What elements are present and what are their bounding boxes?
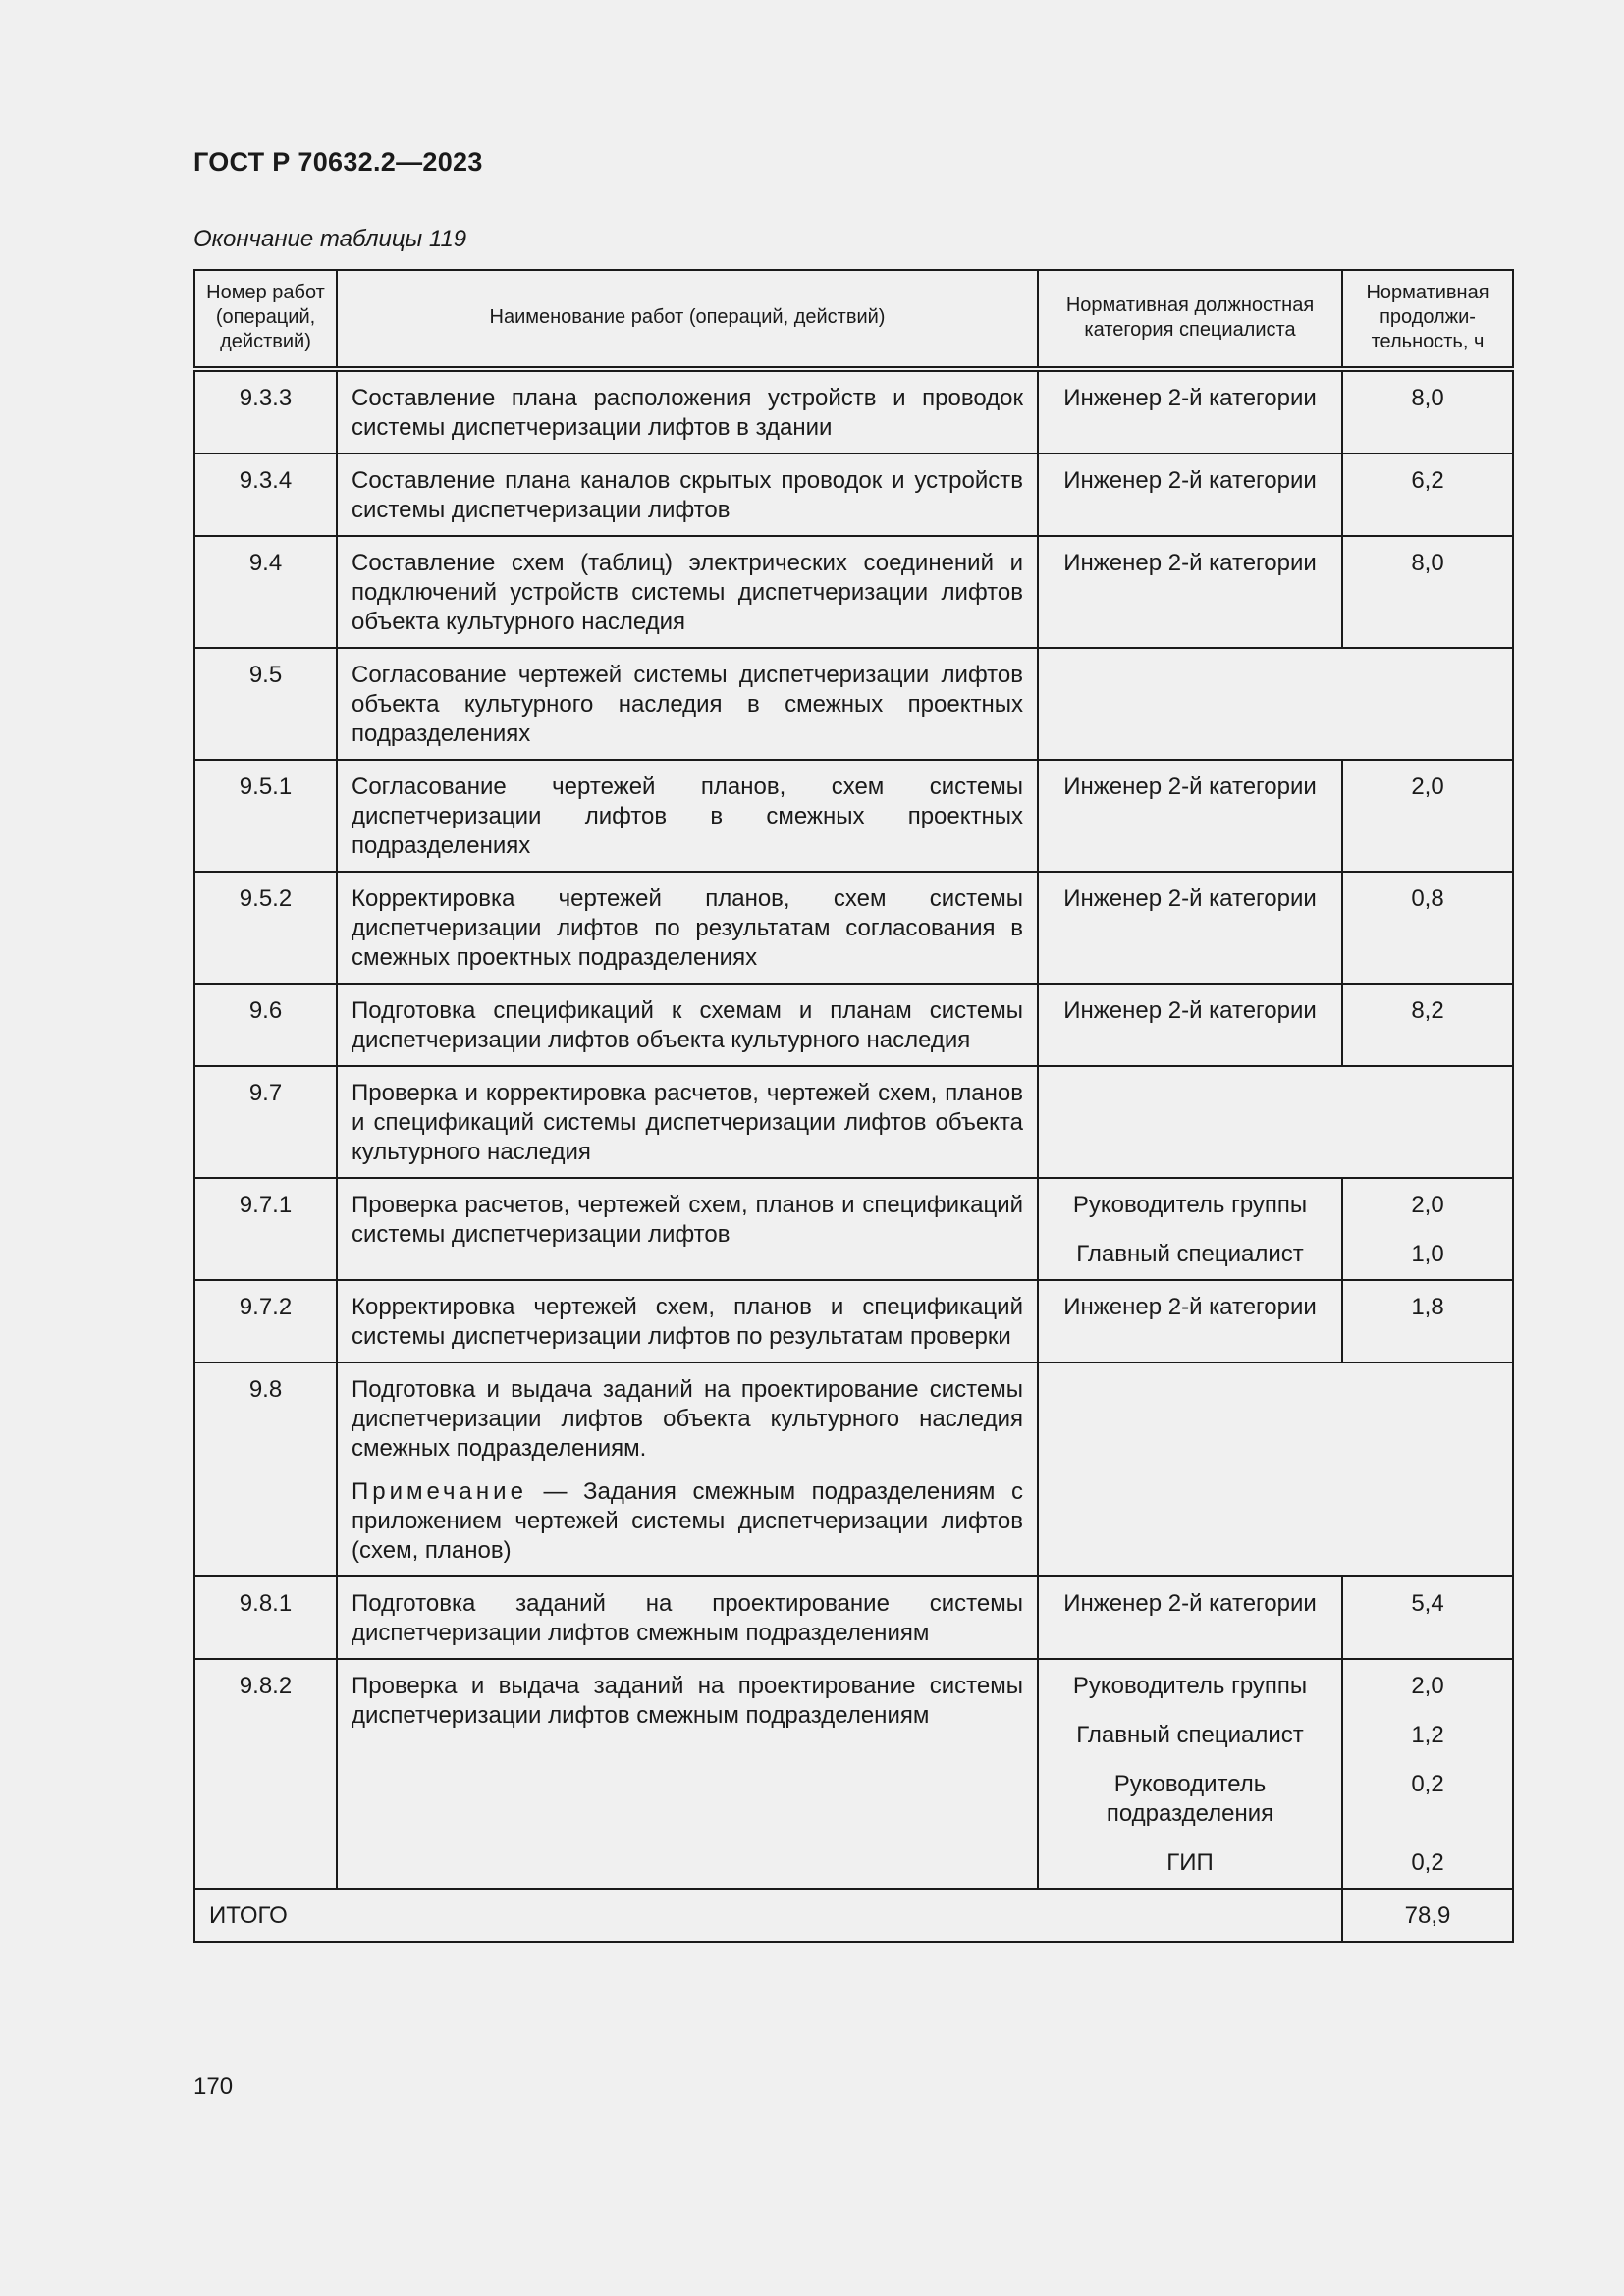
work-name bbox=[337, 1362, 1038, 1576]
work-number: 9.7.1 bbox=[194, 1178, 337, 1280]
table-row bbox=[194, 536, 1513, 648]
document-title: ГОСТ Р 70632.2—2023 bbox=[193, 147, 483, 177]
page-number: 170 bbox=[193, 2073, 234, 2100]
total-label: ИТОГО bbox=[194, 1889, 1342, 1942]
duration-line: 0,2 bbox=[1411, 1771, 1444, 1797]
duration bbox=[1342, 1659, 1513, 1889]
specialist-category: Инженер 2-й категории bbox=[1038, 1280, 1342, 1362]
table-row bbox=[194, 648, 1513, 760]
duration: 2,0 bbox=[1342, 760, 1513, 872]
duration-line: 1,0 bbox=[1411, 1241, 1444, 1267]
table-row bbox=[194, 1280, 1513, 1362]
work-number: 9.3.3 bbox=[194, 369, 337, 454]
work-number: 9.7 bbox=[194, 1066, 337, 1178]
specialist-category: Инженер 2-й категории bbox=[1038, 872, 1342, 984]
duration-line: 0,2 bbox=[1411, 1849, 1444, 1876]
header-work-number: Номер работ (операций, действий) bbox=[194, 270, 337, 369]
table-row bbox=[194, 1659, 1513, 1889]
category-line: Руководитель группы bbox=[1072, 1192, 1308, 1218]
header-work-name: Наименование работ (операций, действий) bbox=[337, 270, 1038, 369]
table-row bbox=[194, 1362, 1513, 1576]
note bbox=[352, 1477, 1023, 1566]
specialist-category: Инженер 2-й категории bbox=[1038, 454, 1342, 536]
duration: 8,2 bbox=[1342, 984, 1513, 1066]
specialist-category: Инженер 2-й категории bbox=[1038, 760, 1342, 872]
header-duration: Нормативная продолжи-тельность, ч bbox=[1342, 270, 1513, 369]
work-name: Согласование чертежей системы диспетчеризации лифтов объекта культурного наследия в смежных проектных подразделениях bbox=[337, 648, 1038, 760]
work-number: 9.6 bbox=[194, 984, 337, 1066]
work-name: Составление схем (таблиц) электрических соединений и подключений устройств системы диспетчеризации лифтов объекта культурного наследия bbox=[337, 536, 1038, 648]
duration: 8,0 bbox=[1342, 369, 1513, 454]
duration: 6,2 bbox=[1342, 454, 1513, 536]
header-specialist-category: Нормативная должностная категория специалиста bbox=[1038, 270, 1342, 369]
specialist-category: Инженер 2-й категории bbox=[1038, 536, 1342, 648]
duration: 0,8 bbox=[1342, 872, 1513, 984]
duration: 1,8 bbox=[1342, 1280, 1513, 1362]
category-line: Главный специалист bbox=[1076, 1241, 1304, 1267]
duration: 8,0 bbox=[1342, 536, 1513, 648]
category-line: Главный специалист bbox=[1076, 1722, 1304, 1748]
table-row bbox=[194, 760, 1513, 872]
specialist-category: Инженер 2-й категории bbox=[1038, 369, 1342, 454]
category-line: ГИП bbox=[1166, 1849, 1214, 1876]
table-row bbox=[194, 369, 1513, 454]
work-name: Корректировка чертежей планов, схем системы диспетчеризации лифтов по результатам согласования в смежных проектных подразделениях bbox=[337, 872, 1038, 984]
table-row bbox=[194, 872, 1513, 984]
note-label: Примечание bbox=[352, 1478, 527, 1505]
duration: 5,4 bbox=[1342, 1576, 1513, 1659]
work-number: 9.5.2 bbox=[194, 872, 337, 984]
duration bbox=[1342, 1178, 1513, 1280]
work-number: 9.7.2 bbox=[194, 1280, 337, 1362]
category-line: Руководитель группы bbox=[1072, 1673, 1308, 1699]
duration-line: 2,0 bbox=[1411, 1673, 1444, 1699]
table-row bbox=[194, 1576, 1513, 1659]
work-norms-table bbox=[193, 269, 1514, 1943]
empty-merged-cell bbox=[1038, 648, 1513, 760]
work-name: Согласование чертежей планов, схем системы диспетчеризации лифтов в смежных проектных подразделениях bbox=[337, 760, 1038, 872]
specialist-category bbox=[1038, 1659, 1342, 1889]
work-number: 9.4 bbox=[194, 536, 337, 648]
table-row bbox=[194, 984, 1513, 1066]
work-number: 9.5.1 bbox=[194, 760, 337, 872]
specialist-category bbox=[1038, 1178, 1342, 1280]
work-name: Составление плана расположения устройств и проводок системы диспетчеризации лифтов в здании bbox=[337, 369, 1038, 454]
note-text: — Задания смежным подразделениям с приложением чертежей системы диспетчеризации лифтов (схем, планов) bbox=[352, 1478, 1023, 1564]
table-row bbox=[194, 454, 1513, 536]
work-name: Проверка и корректировка расчетов, чертежей схем, планов и спецификаций системы диспетчеризации лифтов объекта культурного наследия bbox=[337, 1066, 1038, 1178]
work-number: 9.3.4 bbox=[194, 454, 337, 536]
table-row bbox=[194, 1178, 1513, 1280]
table-row bbox=[194, 1066, 1513, 1178]
work-name: Корректировка чертежей схем, планов и спецификаций системы диспетчеризации лифтов по результатам проверки bbox=[337, 1280, 1038, 1362]
work-number: 9.8 bbox=[194, 1362, 337, 1576]
work-name: Проверка и выдача заданий на проектирование системы диспетчеризации лифтов смежным подразделениям bbox=[337, 1659, 1038, 1889]
total-value: 78,9 bbox=[1342, 1889, 1513, 1942]
work-name: Подготовка спецификаций к схемам и планам системы диспетчеризации лифтов объекта культурного наследия bbox=[337, 984, 1038, 1066]
duration-line: 1,2 bbox=[1411, 1722, 1444, 1748]
duration-line: 2,0 bbox=[1411, 1192, 1444, 1218]
work-name: Составление плана каналов скрытых проводок и устройств системы диспетчеризации лифтов bbox=[337, 454, 1038, 536]
work-number: 9.5 bbox=[194, 648, 337, 760]
work-number: 9.8.2 bbox=[194, 1659, 337, 1889]
work-name: Подготовка заданий на проектирование системы диспетчеризации лифтов смежным подразделениям bbox=[337, 1576, 1038, 1659]
table-header-row bbox=[194, 270, 1513, 369]
total-row bbox=[194, 1889, 1513, 1942]
empty-merged-cell bbox=[1038, 1362, 1513, 1576]
specialist-category: Инженер 2-й категории bbox=[1038, 984, 1342, 1066]
table-caption: Окончание таблицы 119 bbox=[193, 226, 467, 252]
work-name: Проверка расчетов, чертежей схем, планов и спецификаций системы диспетчеризации лифтов bbox=[337, 1178, 1038, 1280]
work-name-text: Подготовка и выдача заданий на проектирование системы диспетчеризации лифтов объекта культурного наследия смежных подразделениям. bbox=[352, 1376, 1023, 1462]
work-number: 9.8.1 bbox=[194, 1576, 337, 1659]
category-line: Руководитель подразделения bbox=[1106, 1771, 1274, 1827]
specialist-category: Инженер 2-й категории bbox=[1038, 1576, 1342, 1659]
empty-merged-cell bbox=[1038, 1066, 1513, 1178]
